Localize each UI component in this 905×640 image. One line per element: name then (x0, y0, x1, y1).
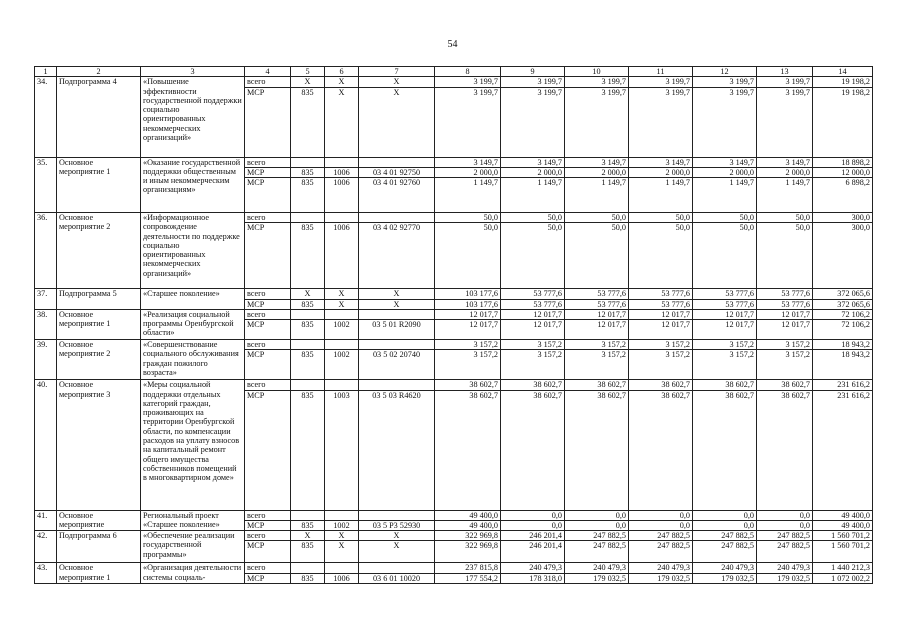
cell-csr (359, 380, 435, 390)
cell-v10: 12 017,7 (565, 320, 629, 340)
cell-type: всего (245, 77, 291, 87)
cell-type: всего (245, 510, 291, 520)
cell-v14: 1 560 701,2 (813, 541, 873, 563)
cell-grbs (291, 380, 325, 390)
cell-csr (359, 510, 435, 520)
cell-csr: 03 5 P3 52930 (359, 520, 435, 530)
cell-v11: 3 199,7 (629, 87, 693, 157)
cell-v8: 3 157,2 (435, 340, 501, 350)
cell-grbs: 835 (291, 573, 325, 583)
cell-rz: 1006 (325, 178, 359, 213)
row-number: 43. (35, 563, 57, 584)
cell-v14: 1 560 701,2 (813, 531, 873, 541)
cell-type: МСР (245, 390, 291, 510)
row-number: 34. (35, 77, 57, 157)
cell-v12: 2 000,0 (693, 167, 757, 177)
cell-v12: 38 602,7 (693, 390, 757, 510)
cell-v11: 179 032,5 (629, 573, 693, 583)
cell-grbs (291, 340, 325, 350)
cell-v8: 3 199,7 (435, 77, 501, 87)
cell-v11: 50,0 (629, 213, 693, 223)
cell-v8: 237 815,8 (435, 563, 501, 573)
cell-v8: 3 157,2 (435, 350, 501, 380)
cell-v8: 1 149,7 (435, 178, 501, 213)
cell-grbs (291, 157, 325, 167)
cell-v9: 240 479,3 (501, 563, 565, 573)
cell-v11: 12 017,7 (629, 309, 693, 319)
cell-csr: 03 5 03 R4620 (359, 390, 435, 510)
cell-csr: 03 4 01 92750 (359, 167, 435, 177)
row-description: «Меры социальной поддержки отдельных категорий граждан, проживающих на территории Оренбургской области, по компенсации расходов на уплату взносов на капитальный ремонт общего имущества собственников помещений в многоквартирном доме» (141, 380, 245, 510)
cell-v14: 1 072 002,2 (813, 573, 873, 583)
cell-v10: 53 777,6 (565, 299, 629, 309)
cell-v8: 2 000,0 (435, 167, 501, 177)
cell-csr: Х (359, 531, 435, 541)
cell-v8: 12 017,7 (435, 309, 501, 319)
cell-v8: 177 554,2 (435, 573, 501, 583)
cell-type: МСР (245, 167, 291, 177)
cell-v12: 3 157,2 (693, 340, 757, 350)
row-description: «Повышение эффективности государственной поддержки социально ориентированных некоммерческих организаций» (141, 77, 245, 157)
cell-v8: 49 400,0 (435, 510, 501, 520)
cell-grbs: 835 (291, 167, 325, 177)
cell-grbs: 835 (291, 541, 325, 563)
cell-v8: 50,0 (435, 213, 501, 223)
row-description: «Старшее поколение» (141, 289, 245, 310)
cell-v10: 247 882,5 (565, 541, 629, 563)
cell-v9: 1 149,7 (501, 178, 565, 213)
cell-v10: 179 032,5 (565, 573, 629, 583)
cell-csr: 03 4 01 92760 (359, 178, 435, 213)
row-description: «Информационное сопровождение деятельности по поддержке социально ориентированных некоммерческих организаций» (141, 213, 245, 289)
cell-v13: 12 017,7 (757, 320, 813, 340)
table-row (35, 77, 873, 87)
cell-v9: 3 157,2 (501, 340, 565, 350)
row-description: «Совершенствование социального обслуживания граждан пожилого возраста» (141, 340, 245, 380)
cell-v12: 247 882,5 (693, 531, 757, 541)
cell-v12: 0,0 (693, 510, 757, 520)
cell-v13: 179 032,5 (757, 573, 813, 583)
cell-v8: 49 400,0 (435, 520, 501, 530)
row-description: «Организация деятельности системы социаль- (141, 563, 245, 584)
column-header: 12 (693, 67, 757, 77)
cell-type: МСР (245, 223, 291, 289)
row-number: 35. (35, 157, 57, 213)
row-name: Основное мероприятие (57, 510, 141, 531)
cell-type: всего (245, 380, 291, 390)
cell-v11: 3 199,7 (629, 77, 693, 87)
cell-csr: Х (359, 77, 435, 87)
cell-grbs: Х (291, 77, 325, 87)
cell-grbs (291, 309, 325, 319)
row-description: «Оказание государственной поддержки общественным и иным некоммерческим организациям» (141, 157, 245, 213)
cell-v11: 247 882,5 (629, 541, 693, 563)
cell-v10: 240 479,3 (565, 563, 629, 573)
cell-v14: 300,0 (813, 213, 873, 223)
cell-v12: 53 777,6 (693, 289, 757, 299)
table-row (35, 289, 873, 299)
cell-v9: 0,0 (501, 520, 565, 530)
cell-v13: 1 149,7 (757, 178, 813, 213)
cell-v13: 3 199,7 (757, 87, 813, 157)
cell-rz: Х (325, 531, 359, 541)
cell-v13: 247 882,5 (757, 541, 813, 563)
cell-v9: 53 777,6 (501, 299, 565, 309)
cell-v10: 247 882,5 (565, 531, 629, 541)
cell-v14: 231 616,2 (813, 390, 873, 510)
cell-v11: 247 882,5 (629, 531, 693, 541)
cell-v10: 53 777,6 (565, 289, 629, 299)
cell-v10: 12 017,7 (565, 309, 629, 319)
cell-v9: 0,0 (501, 510, 565, 520)
cell-v8: 50,0 (435, 223, 501, 289)
table-row (35, 510, 873, 520)
cell-v8: 12 017,7 (435, 320, 501, 340)
cell-v9: 50,0 (501, 213, 565, 223)
cell-v13: 3 157,2 (757, 350, 813, 380)
row-description: «Реализация социальной программы Оренбургской области» (141, 309, 245, 339)
cell-v13: 0,0 (757, 510, 813, 520)
cell-v9: 178 318,0 (501, 573, 565, 583)
cell-v9: 246 201,4 (501, 541, 565, 563)
column-header: 1 (35, 67, 57, 77)
cell-v13: 50,0 (757, 213, 813, 223)
cell-v14: 49 400,0 (813, 520, 873, 530)
cell-v13: 240 479,3 (757, 563, 813, 573)
cell-v8: 38 602,7 (435, 380, 501, 390)
cell-v13: 3 149,7 (757, 157, 813, 167)
cell-v10: 3 149,7 (565, 157, 629, 167)
cell-v14: 231 616,2 (813, 380, 873, 390)
cell-v9: 3 157,2 (501, 350, 565, 380)
cell-grbs: 835 (291, 350, 325, 380)
cell-v9: 38 602,7 (501, 380, 565, 390)
cell-type: всего (245, 563, 291, 573)
table-row (35, 157, 873, 167)
cell-v10: 38 602,7 (565, 380, 629, 390)
cell-v12: 3 149,7 (693, 157, 757, 167)
cell-rz: Х (325, 77, 359, 87)
cell-v10: 2 000,0 (565, 167, 629, 177)
table-row (35, 380, 873, 390)
column-header: 6 (325, 67, 359, 77)
cell-v13: 12 017,7 (757, 309, 813, 319)
cell-v8: 322 969,8 (435, 541, 501, 563)
cell-v9: 38 602,7 (501, 390, 565, 510)
header-row (35, 67, 873, 77)
column-header: 5 (291, 67, 325, 77)
row-name: Основное мероприятие 3 (57, 380, 141, 510)
cell-csr: 03 4 02 92770 (359, 223, 435, 289)
table-row (35, 309, 873, 319)
cell-rz: 1002 (325, 350, 359, 380)
cell-v11: 3 157,2 (629, 340, 693, 350)
cell-csr (359, 213, 435, 223)
column-header: 8 (435, 67, 501, 77)
row-number: 38. (35, 309, 57, 339)
cell-type: МСР (245, 87, 291, 157)
page-number: 54 (447, 39, 458, 50)
cell-type: МСР (245, 520, 291, 530)
cell-rz: Х (325, 87, 359, 157)
cell-v13: 3 199,7 (757, 77, 813, 87)
row-name: Подпрограмма 4 (57, 77, 141, 157)
cell-v8: 38 602,7 (435, 390, 501, 510)
cell-v12: 38 602,7 (693, 380, 757, 390)
cell-v12: 53 777,6 (693, 299, 757, 309)
cell-v13: 50,0 (757, 223, 813, 289)
row-description: «Обеспечение реализации государственной программы» (141, 531, 245, 563)
cell-type: МСР (245, 178, 291, 213)
row-number: 36. (35, 213, 57, 289)
cell-v9: 53 777,6 (501, 289, 565, 299)
cell-v14: 49 400,0 (813, 510, 873, 520)
cell-grbs (291, 510, 325, 520)
cell-rz: 1002 (325, 520, 359, 530)
cell-v13: 38 602,7 (757, 390, 813, 510)
cell-v11: 1 149,7 (629, 178, 693, 213)
cell-v14: 372 065,6 (813, 289, 873, 299)
cell-v9: 3 199,7 (501, 87, 565, 157)
column-header: 4 (245, 67, 291, 77)
cell-v14: 12 000,0 (813, 167, 873, 177)
cell-v14: 18 943,2 (813, 340, 873, 350)
cell-csr (359, 309, 435, 319)
cell-rz: Х (325, 541, 359, 563)
cell-type: всего (245, 157, 291, 167)
cell-csr: 03 5 02 20740 (359, 350, 435, 380)
column-header: 2 (57, 67, 141, 77)
cell-v8: 322 969,8 (435, 531, 501, 541)
cell-v9: 12 017,7 (501, 309, 565, 319)
cell-v13: 53 777,6 (757, 289, 813, 299)
cell-v12: 247 882,5 (693, 541, 757, 563)
table-row (35, 563, 873, 573)
cell-v11: 50,0 (629, 223, 693, 289)
cell-v13: 38 602,7 (757, 380, 813, 390)
cell-csr: Х (359, 87, 435, 157)
cell-v8: 103 177,6 (435, 299, 501, 309)
cell-type: МСР (245, 573, 291, 583)
cell-v11: 3 157,2 (629, 350, 693, 380)
cell-csr: 03 6 01 10020 (359, 573, 435, 583)
column-header: 13 (757, 67, 813, 77)
cell-grbs: 835 (291, 223, 325, 289)
cell-rz (325, 213, 359, 223)
cell-type: всего (245, 309, 291, 319)
cell-type: МСР (245, 299, 291, 309)
cell-v10: 3 157,2 (565, 340, 629, 350)
row-number: 42. (35, 531, 57, 563)
cell-v9: 12 017,7 (501, 320, 565, 340)
cell-csr (359, 563, 435, 573)
cell-v12: 50,0 (693, 213, 757, 223)
budget-table (34, 66, 873, 584)
cell-v11: 53 777,6 (629, 289, 693, 299)
cell-v14: 6 898,2 (813, 178, 873, 213)
cell-v10: 1 149,7 (565, 178, 629, 213)
cell-rz (325, 563, 359, 573)
cell-rz: Х (325, 299, 359, 309)
table-row (35, 531, 873, 541)
row-name: Подпрограмма 5 (57, 289, 141, 310)
cell-v10: 50,0 (565, 213, 629, 223)
cell-v10: 0,0 (565, 510, 629, 520)
row-name: Основное мероприятие 1 (57, 563, 141, 584)
cell-csr (359, 340, 435, 350)
cell-v12: 240 479,3 (693, 563, 757, 573)
cell-grbs: 835 (291, 320, 325, 340)
cell-grbs: 835 (291, 87, 325, 157)
cell-v10: 50,0 (565, 223, 629, 289)
cell-type: МСР (245, 350, 291, 380)
row-name: Основное мероприятие 2 (57, 340, 141, 380)
cell-rz: 1006 (325, 167, 359, 177)
cell-v9: 50,0 (501, 223, 565, 289)
column-header: 14 (813, 67, 873, 77)
cell-type: всего (245, 289, 291, 299)
cell-v14: 18 943,2 (813, 350, 873, 380)
cell-v14: 1 440 212,3 (813, 563, 873, 573)
cell-v9: 2 000,0 (501, 167, 565, 177)
cell-v10: 0,0 (565, 520, 629, 530)
cell-grbs: Х (291, 289, 325, 299)
cell-rz (325, 380, 359, 390)
cell-grbs (291, 563, 325, 573)
table-row (35, 213, 873, 223)
cell-v14: 19 198,2 (813, 77, 873, 87)
row-number: 40. (35, 380, 57, 510)
cell-type: МСР (245, 320, 291, 340)
cell-type: МСР (245, 541, 291, 563)
cell-type: всего (245, 340, 291, 350)
row-name: Основное мероприятие 1 (57, 309, 141, 339)
cell-v14: 72 106,2 (813, 309, 873, 319)
cell-rz: Х (325, 289, 359, 299)
cell-rz (325, 157, 359, 167)
cell-v10: 38 602,7 (565, 390, 629, 510)
cell-v12: 3 199,7 (693, 77, 757, 87)
cell-v14: 19 198,2 (813, 87, 873, 157)
column-header: 9 (501, 67, 565, 77)
cell-v12: 179 032,5 (693, 573, 757, 583)
cell-v11: 38 602,7 (629, 390, 693, 510)
cell-csr: Х (359, 541, 435, 563)
column-header: 7 (359, 67, 435, 77)
cell-v12: 50,0 (693, 223, 757, 289)
cell-v14: 300,0 (813, 223, 873, 289)
cell-v13: 2 000,0 (757, 167, 813, 177)
cell-v11: 0,0 (629, 510, 693, 520)
cell-grbs: 835 (291, 178, 325, 213)
cell-v11: 0,0 (629, 520, 693, 530)
cell-grbs: Х (291, 531, 325, 541)
cell-grbs: 835 (291, 520, 325, 530)
cell-v12: 12 017,7 (693, 320, 757, 340)
row-name: Основное мероприятие 1 (57, 157, 141, 213)
cell-v12: 3 157,2 (693, 350, 757, 380)
cell-v11: 38 602,7 (629, 380, 693, 390)
cell-v10: 3 157,2 (565, 350, 629, 380)
cell-v12: 1 149,7 (693, 178, 757, 213)
cell-v12: 12 017,7 (693, 309, 757, 319)
cell-v11: 12 017,7 (629, 320, 693, 340)
cell-v11: 53 777,6 (629, 299, 693, 309)
cell-type: всего (245, 531, 291, 541)
row-number: 37. (35, 289, 57, 310)
cell-rz (325, 309, 359, 319)
cell-v13: 0,0 (757, 520, 813, 530)
cell-v8: 3 199,7 (435, 87, 501, 157)
cell-grbs (291, 213, 325, 223)
cell-v14: 372 065,6 (813, 299, 873, 309)
table-row (35, 340, 873, 350)
cell-type: всего (245, 213, 291, 223)
cell-rz (325, 340, 359, 350)
cell-csr: Х (359, 289, 435, 299)
column-header: 11 (629, 67, 693, 77)
cell-grbs: 835 (291, 299, 325, 309)
cell-v10: 3 199,7 (565, 87, 629, 157)
cell-csr (359, 157, 435, 167)
cell-rz: 1006 (325, 573, 359, 583)
cell-rz (325, 510, 359, 520)
cell-v8: 103 177,6 (435, 289, 501, 299)
cell-v9: 3 149,7 (501, 157, 565, 167)
row-description: Региональный проект «Старшее поколение» (141, 510, 245, 531)
cell-v11: 2 000,0 (629, 167, 693, 177)
cell-v8: 3 149,7 (435, 157, 501, 167)
cell-rz: 1006 (325, 223, 359, 289)
cell-v14: 72 106,2 (813, 320, 873, 340)
cell-v11: 3 149,7 (629, 157, 693, 167)
row-name: Подпрограмма 6 (57, 531, 141, 563)
cell-v12: 0,0 (693, 520, 757, 530)
cell-grbs: 835 (291, 390, 325, 510)
row-name: Основное мероприятие 2 (57, 213, 141, 289)
cell-rz: 1002 (325, 320, 359, 340)
cell-v9: 3 199,7 (501, 77, 565, 87)
column-header: 10 (565, 67, 629, 77)
cell-v13: 3 157,2 (757, 340, 813, 350)
column-header: 3 (141, 67, 245, 77)
cell-csr: 03 5 01 R2090 (359, 320, 435, 340)
row-number: 39. (35, 340, 57, 380)
row-number: 41. (35, 510, 57, 531)
cell-v9: 246 201,4 (501, 531, 565, 541)
cell-rz: 1003 (325, 390, 359, 510)
cell-v14: 18 898,2 (813, 157, 873, 167)
cell-v13: 53 777,6 (757, 299, 813, 309)
cell-csr: Х (359, 299, 435, 309)
cell-v13: 247 882,5 (757, 531, 813, 541)
cell-v11: 240 479,3 (629, 563, 693, 573)
cell-v10: 3 199,7 (565, 77, 629, 87)
cell-v12: 3 199,7 (693, 87, 757, 157)
